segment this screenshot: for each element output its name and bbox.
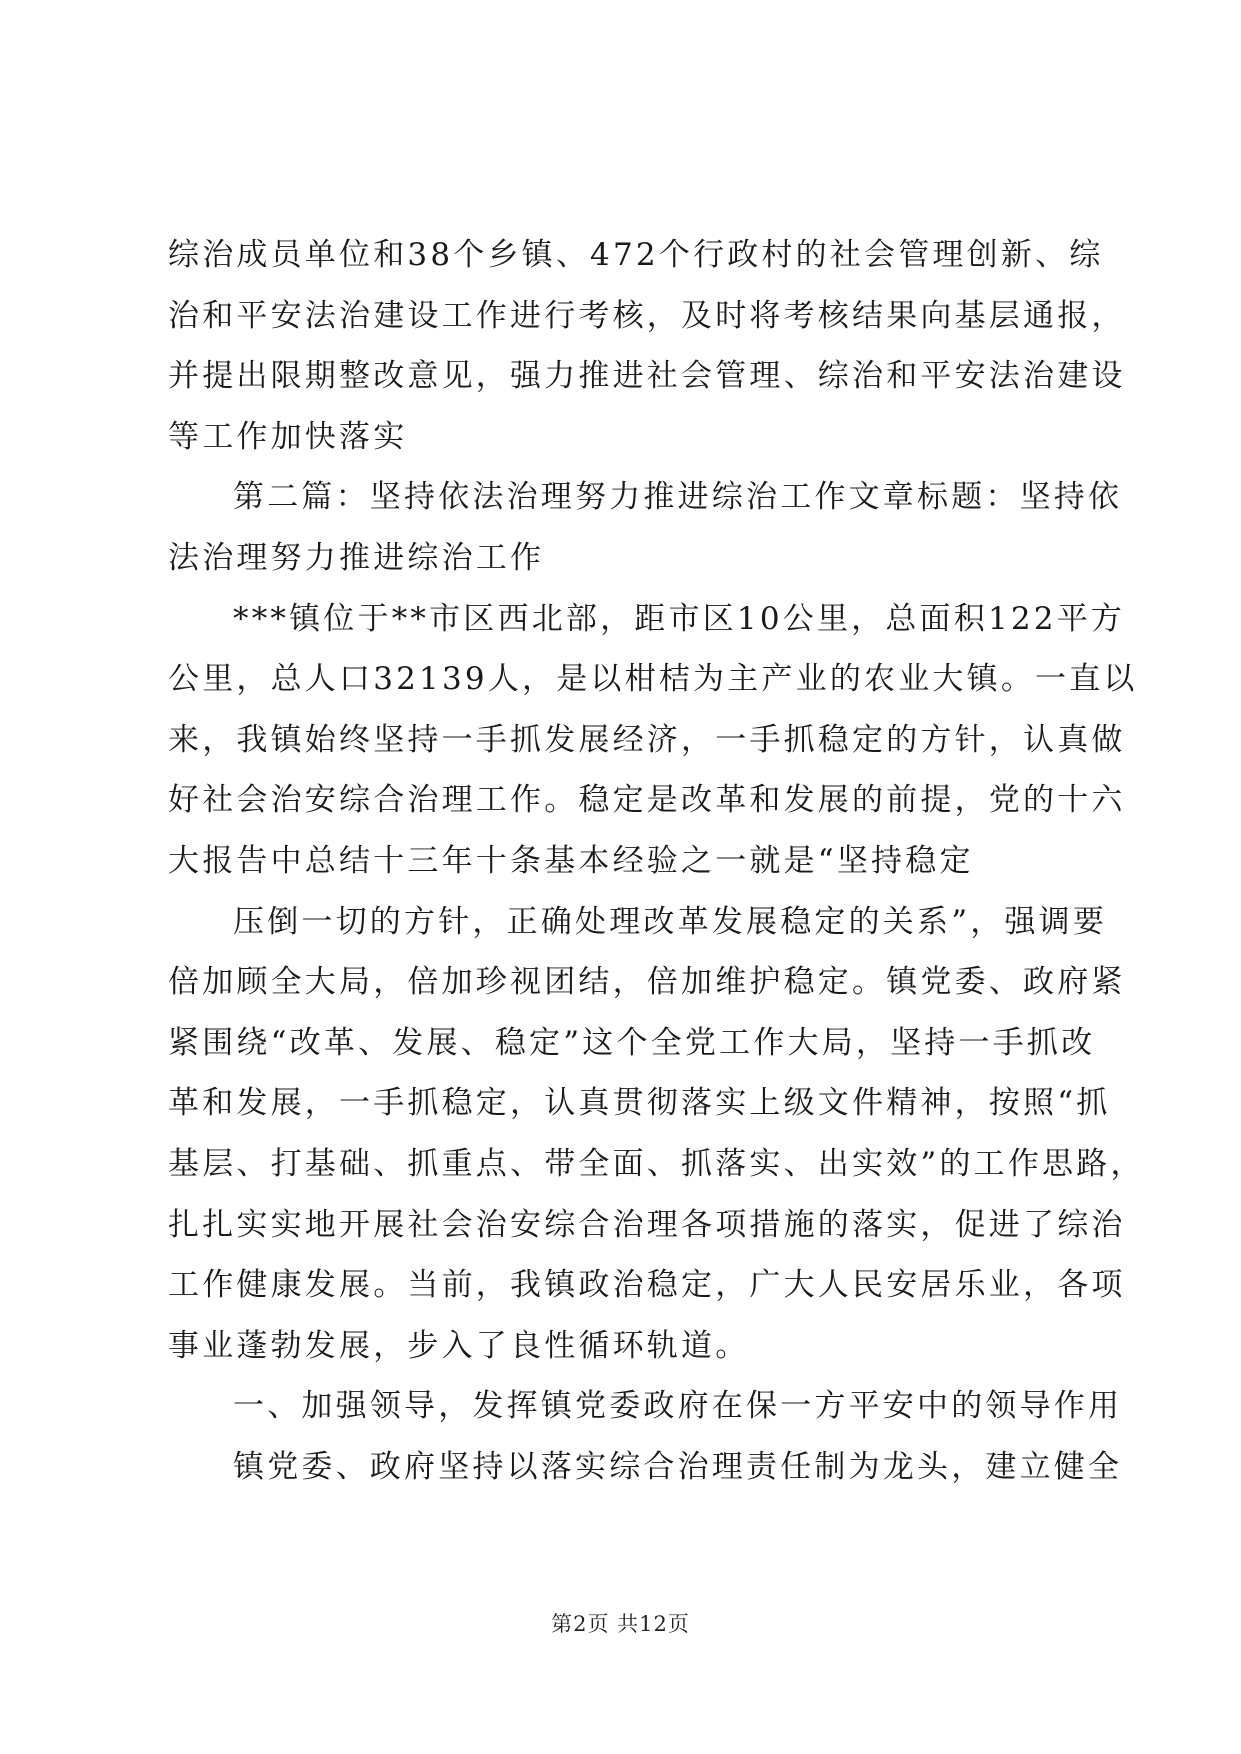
text-line: 紧围绕“改革、发展、稳定”这个全党工作大局，坚持一手抓改: [168, 1024, 1096, 1061]
text-line: 来，我镇始终坚持一手抓发展经济，一手抓稳定的方针，认真做: [168, 721, 1126, 758]
text-line: 治和平安法治建设工作进行考核，及时将考核结果向基层通报，: [168, 297, 1126, 334]
text-line: 扎扎实实地开展社会治安综合治理各项措施的落实，促进了综治: [168, 1206, 1126, 1243]
text-line: 基层、打基础、抓重点、带全面、抓落实、出实效”的工作思路，: [168, 1145, 1145, 1182]
text-line: 并提出限期整改意见，强力推进社会管理、综治和平安法治建设: [168, 358, 1126, 395]
text-line: 镇党委、政府坚持以落实综合治理责任制为龙头，建立健全: [233, 1448, 1123, 1485]
text-line: 事业蓬勃发展，步入了良性循环轨道。: [168, 1327, 750, 1364]
subsection-heading-line: 一、加强领导，发挥镇党委政府在保一方平安中的领导作用: [233, 1388, 1123, 1425]
text-line: 好社会治安综合治理工作。稳定是改革和发展的前提，党的十六: [168, 782, 1126, 819]
text-line: 公里，总人口32139人，是以柑桔为主产业的农业大镇。一直以: [168, 661, 1138, 698]
text-line: ***镇位于**市区西北部，距市区10公里，总面积122平方: [233, 600, 1126, 637]
document-body: [168, 225, 1145, 1497]
text-line: 等工作加快落实: [168, 418, 408, 455]
section-heading-line: 第二篇：坚持依法治理努力推进综治工作文章标题：坚持依: [233, 479, 1123, 516]
text-line: 工作健康发展。当前，我镇政治稳定，广大人民安居乐业，各项: [168, 1267, 1126, 1304]
text-line: 大报告中总结十三年十条基本经验之一就是“坚持稳定: [168, 842, 974, 879]
page-number-footer: 第2页 共12页: [551, 1612, 690, 1636]
text-line: 压倒一切的方针，正确处理改革发展稳定的关系”，强调要: [233, 903, 1108, 940]
text-line: 综治成员单位和38个乡镇、472个行政村的社会管理创新、综: [168, 237, 1104, 273]
text-line: 倍加顾全大局，倍加珍视团结，倍加维护稳定。镇党委、政府紧: [168, 964, 1126, 1001]
text-line: 革和发展，一手抓稳定，认真贯彻落实上级文件精神，按照“抓: [168, 1085, 1111, 1122]
section-heading-line: 法治理努力推进综治工作: [168, 539, 545, 576]
